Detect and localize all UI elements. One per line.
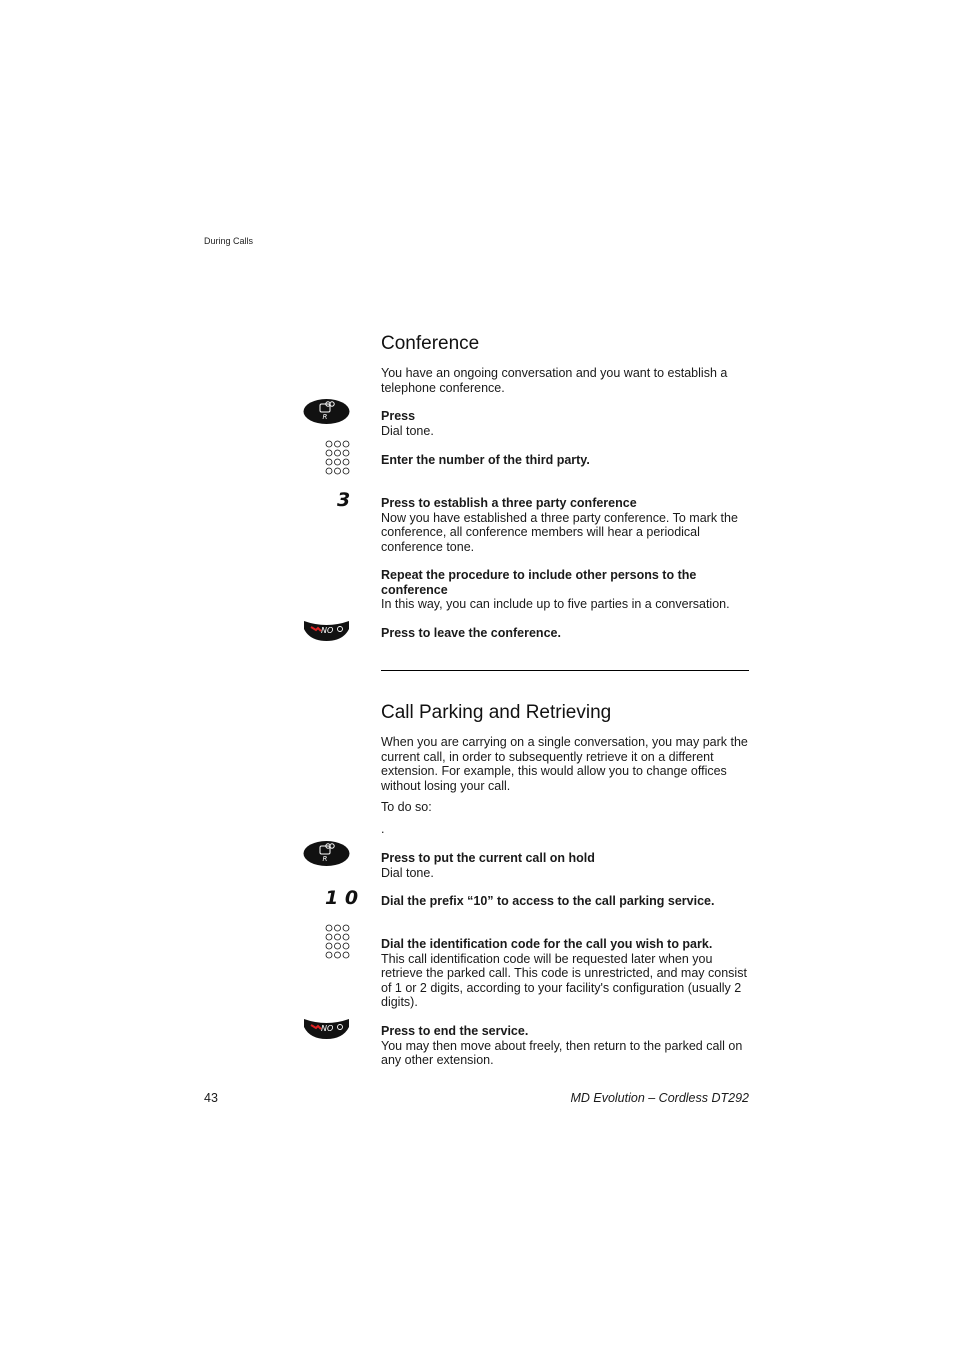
parking-todo: To do so:	[381, 800, 432, 814]
no-key-label: NO	[321, 626, 334, 635]
section-divider	[381, 670, 749, 671]
page-number: 43	[204, 1091, 218, 1105]
conference-step-1: Press Dial tone.	[381, 409, 434, 438]
r-key-label: R	[322, 855, 328, 863]
r-key-label: R	[322, 413, 328, 421]
product-name: MD Evolution – Cordless DT292	[570, 1091, 749, 1105]
parking-step-3: Dial the identification code for the call you wish to park. This call identification code will be requested later when you retrieve the parked call. This code is unrestricted, and may consist of 1 or 2 digits, according to your facility's configuration (usually 2 digits).	[381, 937, 747, 1010]
r-key-icon	[303, 398, 350, 425]
conference-step-5: Press to leave the conference.	[381, 626, 561, 640]
parking-step-1: Press to put the current call on hold Dial tone.	[381, 851, 595, 880]
no-key-icon	[303, 619, 350, 642]
keypad-icon	[325, 440, 350, 475]
parking-intro: When you are carrying on a single conversation, you may park the current call, in order to subsequently retrieve it on a different extension. For example, this would allow you to change offices without losing your call.	[381, 735, 748, 793]
running-head: During Calls	[204, 236, 254, 246]
parking-title: Call Parking and Retrieving	[381, 702, 612, 723]
no-key-label: NO	[321, 1024, 334, 1033]
conference-intro: You have an ongoing conversation and you want to establish a telephone conference.	[381, 366, 728, 395]
no-key-icon	[303, 1017, 350, 1040]
key-10: 1 0	[325, 887, 359, 909]
parking-dot: .	[381, 822, 385, 836]
conference-step-4: Repeat the procedure to include other persons to the conference In this way, you can include up to five parties in a conversation.	[381, 568, 730, 612]
parking-step-4: Press to end the service. You may then move about freely, then return to the parked call on any other extension.	[381, 1024, 743, 1068]
conference-step-2: Enter the number of the third party.	[381, 453, 590, 467]
conference-title: Conference	[381, 333, 480, 354]
conference-step-3: Press to establish a three party conference Now you have established a three party conference. To mark the conference, all conference members will hear a periodical conference tone.	[381, 496, 738, 554]
keypad-icon	[325, 924, 350, 959]
key-3: 3	[337, 489, 351, 511]
r-key-icon	[303, 840, 350, 867]
parking-step-2: Dial the prefix “10” to access to the call parking service.	[381, 894, 715, 908]
